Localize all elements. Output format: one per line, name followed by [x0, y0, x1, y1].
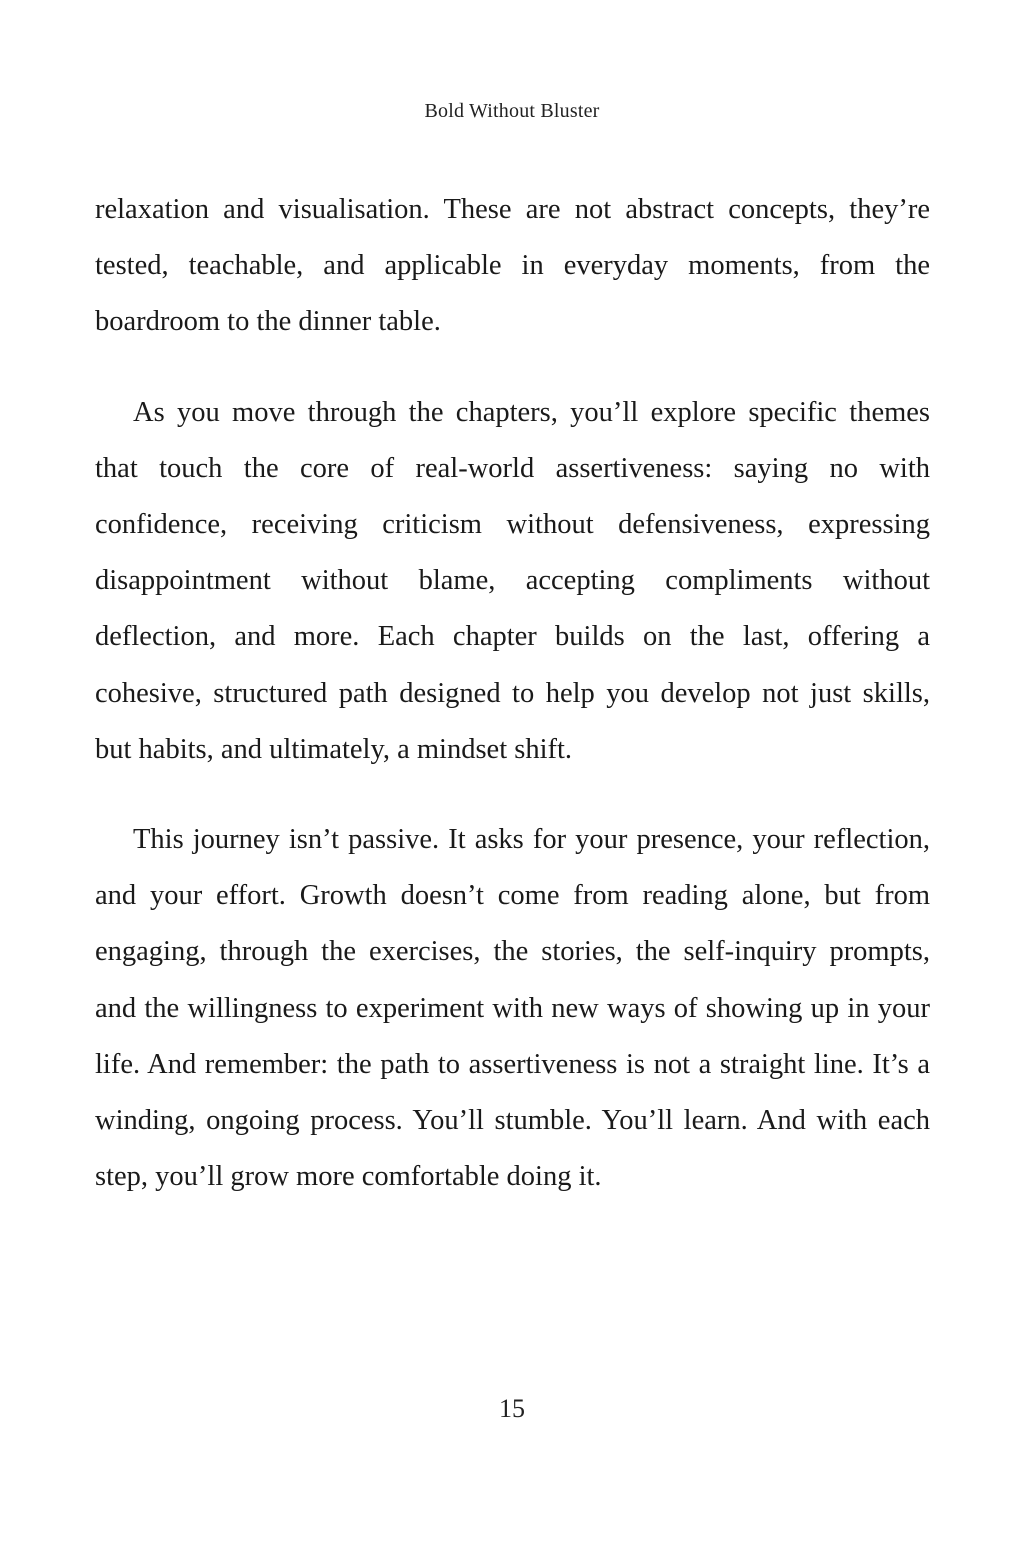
- body-text: [95, 182, 930, 1205]
- running-header-title: Bold Without Bluster: [424, 100, 600, 122]
- paragraph-journey: This journey isn’t passive. It asks for your presence, your reflection, and your effort. Growth doesn’t come from reading alone, but from engaging, through the exercises, the stories, the self-inquiry prompts, and the willingness to experiment with new ways of showing up in your life. And remember: the path to assertiveness is not a straight line. It’s a winding, ongoing process. You’ll stumble. You’ll learn. And with each step, you’ll grow more comfortable doing it.: [95, 824, 930, 1193]
- paragraph-chapters-overview: As you move through the chapters, you’ll explore specific themes that touch the core of real-world assertiveness: saying no with confidence, receiving criticism without defensiveness, expressing disappointment without blame, accepting compliments without deflection, and more. Each chapter builds on the last, offering a cohesive, structured path designed to help you develop not just skills, but habits, and ultimately, a mindset shift.: [95, 396, 930, 765]
- page-number: 15: [499, 1394, 525, 1423]
- paragraph-continuation: relaxation and visualisation. These are not abstract concepts, they’re tested, teachable, and applicable in everyday moments, from the boardroom to the dinner table.: [95, 194, 930, 338]
